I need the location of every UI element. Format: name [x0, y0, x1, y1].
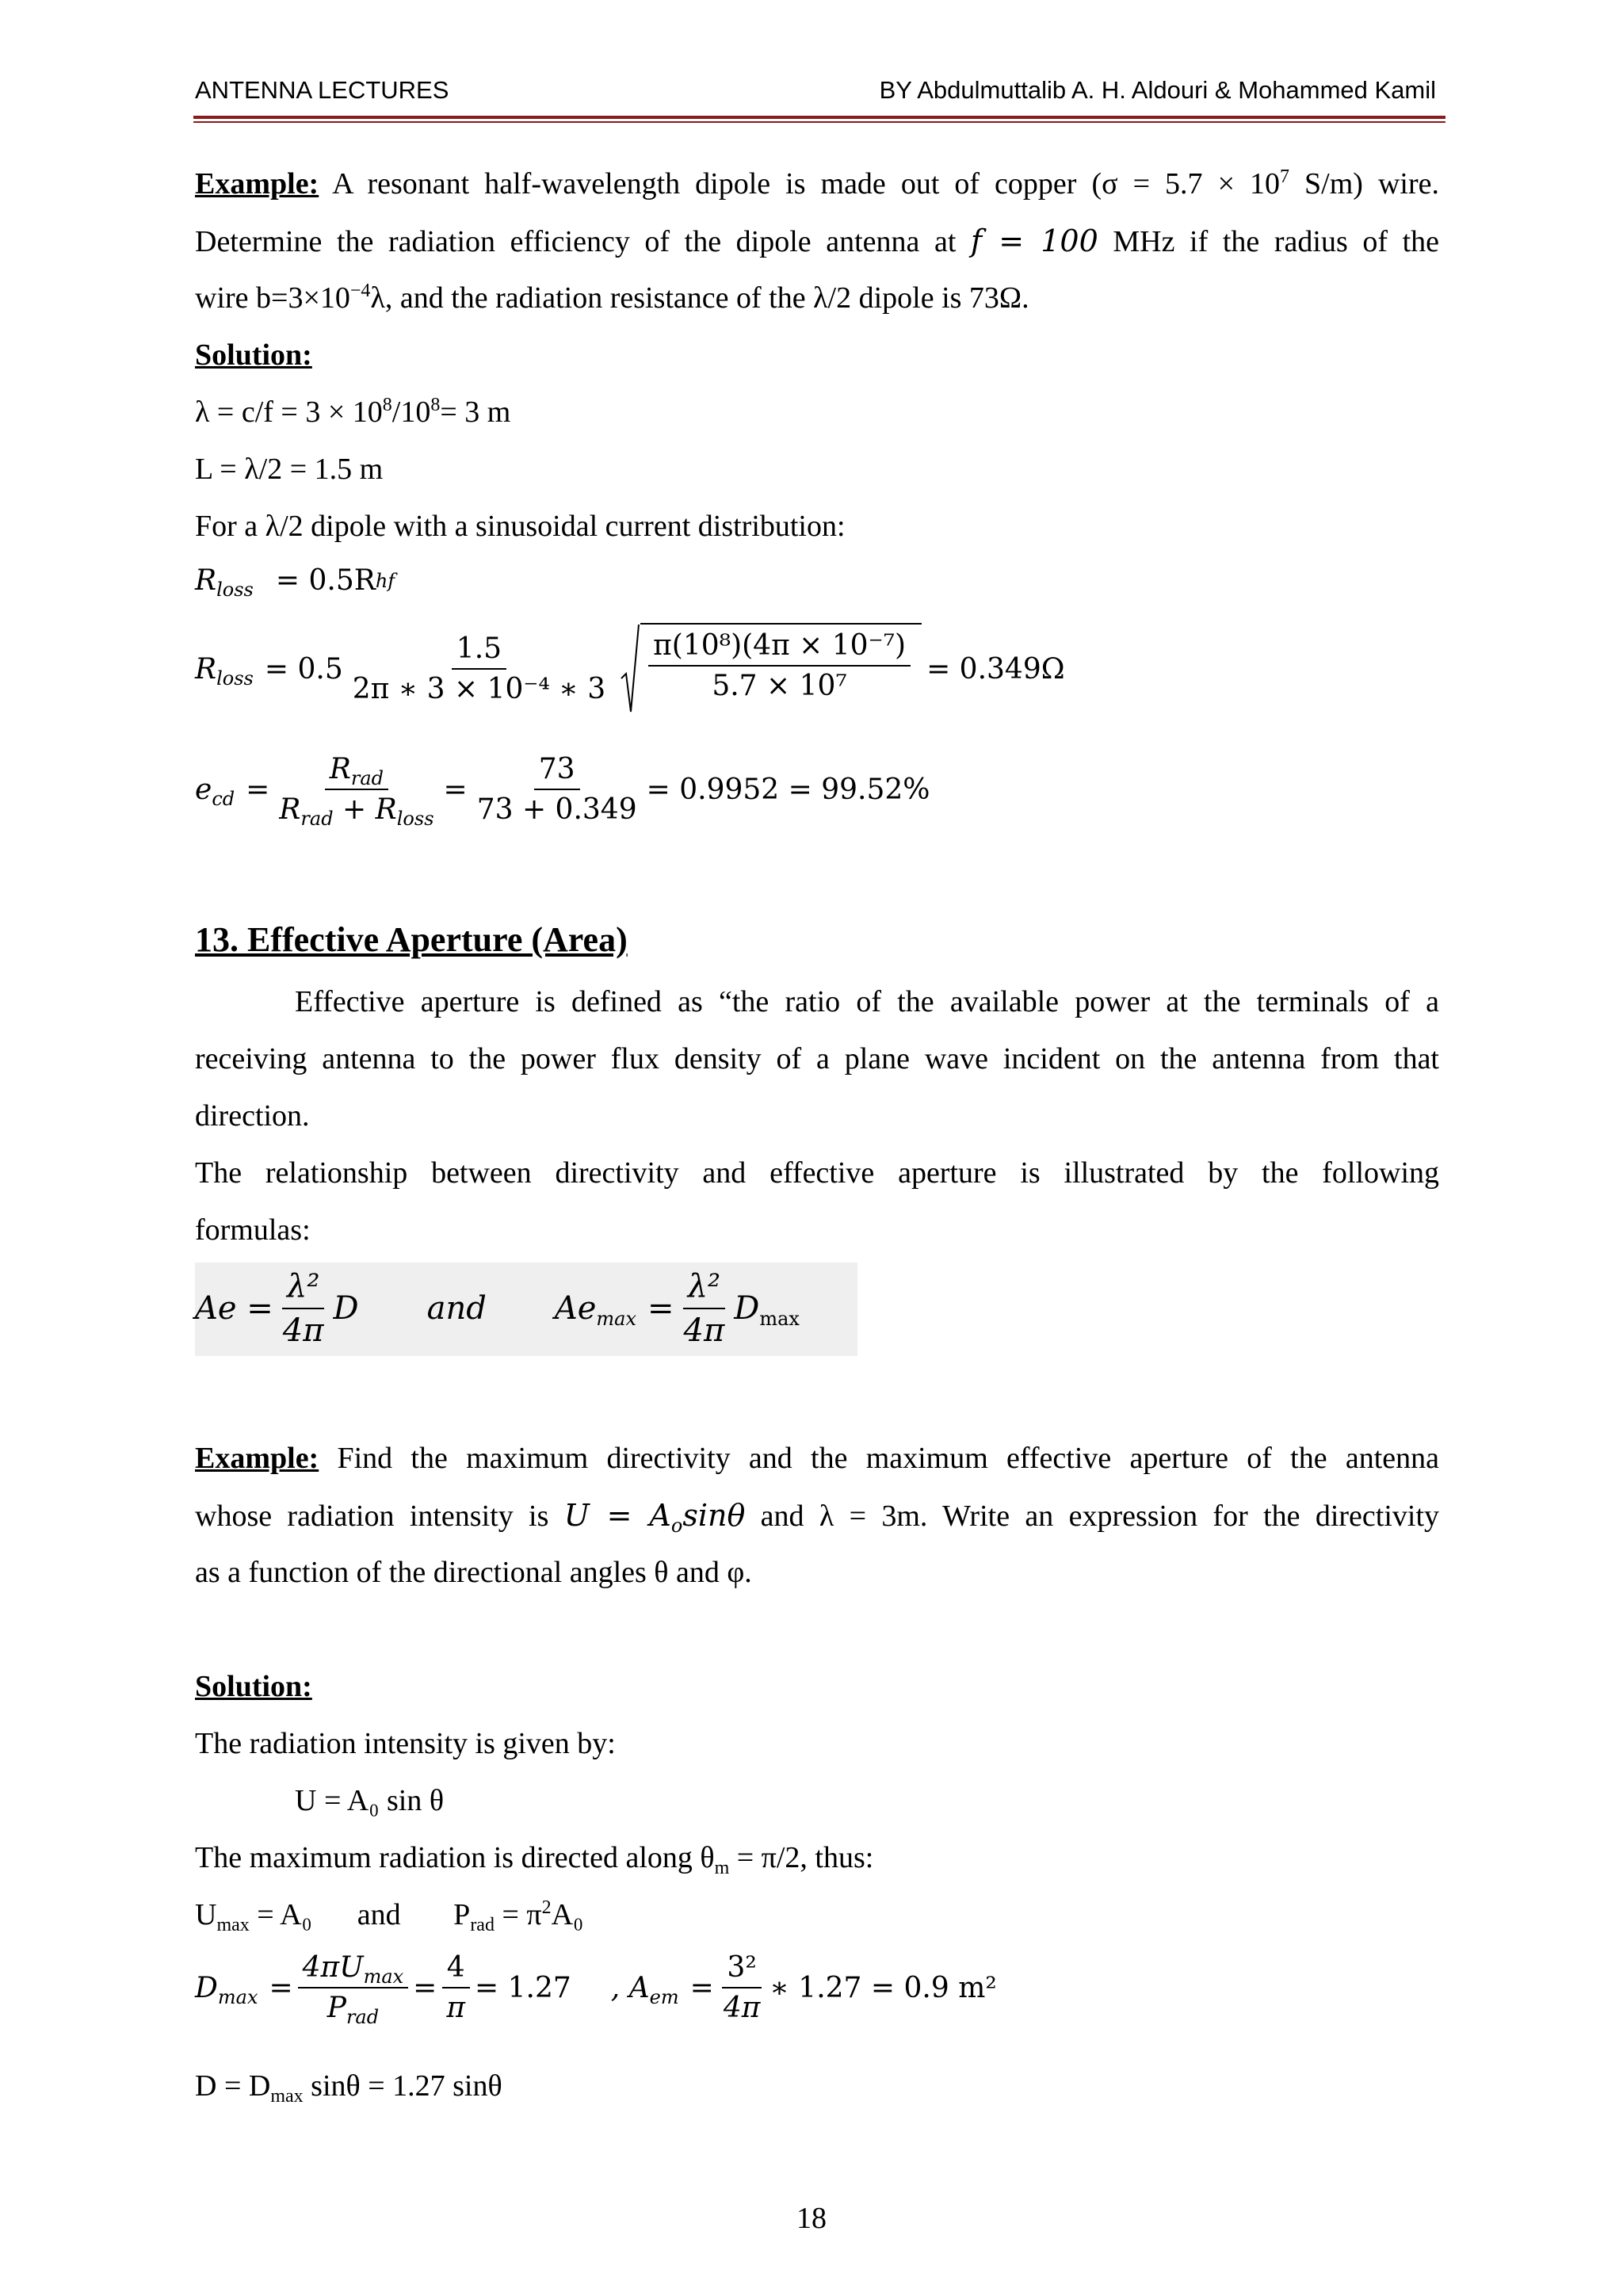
rloss-coef: = 0.5 — [264, 652, 343, 686]
formula-ae: Ae = — [195, 1290, 273, 1327]
dmax-num: 4πU — [302, 1951, 364, 1984]
solution2-line2: U = A₀ sin θ — [295, 1784, 445, 1817]
sol2-l3a: The maximum radiation is directed along θ — [195, 1841, 715, 1874]
equation-rloss-def: $R_{loss}$ = 0.5R hf — [195, 564, 395, 601]
header-rule-thick — [193, 116, 1445, 119]
formula-dmax-sub: max — [759, 1308, 800, 1330]
example2-label: Example: — [195, 1442, 319, 1475]
example1-label: Example: — [195, 167, 319, 201]
section13-p2-line2: formulas: — [195, 1213, 311, 1247]
solution2-label: Solution: — [195, 1670, 312, 1703]
sol2-l4d: A₀ — [551, 1898, 584, 1931]
lambda-sup1: 8 — [382, 395, 392, 415]
header-authors: BY Abdulmuttalib A. H. Aldouri & Mohammed Kamil — [879, 76, 1436, 104]
rloss-sqrt — [620, 623, 922, 715]
lambda-text-c: = 3 m — [440, 395, 511, 429]
formula-frac1-den: 4π — [282, 1312, 324, 1349]
example2-text2b: and λ = 3m. Write an expression for the directivity — [745, 1499, 1440, 1533]
formula-frac2-num: λ² — [683, 1268, 725, 1309]
aem-num: 3² — [722, 1951, 761, 1988]
example1-freq-math: f = 100 — [971, 223, 1098, 258]
formula-frac2-den: 4π — [683, 1312, 725, 1349]
header-rule-thin — [193, 121, 1445, 123]
example1-sup3: −4 — [349, 281, 371, 301]
sqrt-num: π(10⁸)(4π × 10⁻⁷) — [648, 629, 911, 667]
aem-den: 4π — [723, 1992, 761, 2024]
header-title: ANTENNA LECTURES — [195, 76, 449, 104]
sol2-l6a: D = D — [195, 2069, 271, 2103]
solution1-length: L = λ/2 = 1.5 m — [195, 453, 384, 486]
four-over-pi — [441, 1951, 470, 2024]
solution2-line1: The radiation intensity is given by: — [195, 1727, 616, 1760]
example2-line3: as a function of the directional angles θ and φ. — [195, 1556, 752, 1589]
equation-rloss: $R_{loss}$ = 0.5 $\frac{1.5}{\text{2π ∗ 3 × 10⁻⁴ ∗ 3}}$ $\frac{\text{π(10⁸)(4π × 10⁻⁷)}}{\text{5.7 × 10⁷}}$ = 0.349Ω — [195, 623, 1065, 715]
dmax-result: = 1.27 — [475, 1971, 571, 2004]
four-num: 4 — [442, 1951, 470, 1988]
section13-p1-line1: Effective aperture is defined as “the ratio of the available power at the terminals of a — [295, 985, 1439, 1018]
lambda-text-b: /10 — [391, 395, 431, 429]
sol2-l4b: = A₀ and P — [249, 1898, 471, 1931]
formula-frac1 — [278, 1268, 329, 1349]
solution1-lambda — [195, 393, 1439, 431]
example1-text2a: Determine the radiation efficiency of the dipole antenna at — [195, 225, 971, 258]
section-heading: 13. Effective Aperture (Area) — [195, 920, 628, 959]
ecd-result: = 0.9952 = 99.52% — [646, 773, 930, 806]
example1-line2 — [195, 222, 1439, 261]
sol2-l4c: = π — [494, 1898, 542, 1931]
formula-aperture: Ae = $\frac{\text{λ²}}{4\pi}$ D and $Ae_{max}$ = $\frac{\text{λ²}}{4\pi}$ $D_{max}$ — [195, 1268, 800, 1349]
example2-intensity-math: $U = A_o\sin\theta$ — [563, 1498, 746, 1537]
section13-p2-line1: The relationship between directivity and effective aperture is illustrated by the following — [195, 1156, 1439, 1190]
formula-aemax-sub: max — [596, 1308, 637, 1330]
aem-result: ∗ 1.27 = 0.9 m² — [769, 1971, 997, 2004]
sol2-l6-sub: max — [270, 2086, 304, 2107]
example2-text1: Find the maximum directivity and the maximum effective aperture of the antenna — [319, 1442, 1439, 1475]
solution1-label: Solution: — [195, 338, 312, 372]
ecd-frac2-den: 73 + 0.349 — [476, 793, 637, 826]
example1-text3b: λ, and the radiation resistance of the λ/2 dipole is 73Ω. — [370, 281, 1029, 315]
sqrt-den: 5.7 × 10⁷ — [712, 670, 847, 702]
example1-text3a: wire b=3×10 — [195, 281, 350, 315]
rloss-def-text: = 0.5R — [275, 564, 376, 597]
dmax-fraction: $\frac{4\pi U_{max}}{P_{rad}}$ — [298, 1951, 409, 2024]
rloss-result: = 0.349Ω — [926, 652, 1065, 686]
page-number: 18 — [796, 2202, 827, 2235]
example1-line1 — [195, 165, 1439, 203]
sol2-l4-sup: 2 — [541, 1897, 552, 1918]
sol2-l3-sub: m — [714, 1858, 730, 1878]
equation-ecd: $e_{cd}$ = $\frac{R_{rad}}{R_{rad} + R_{loss}}$ = $\frac{73}{73 + 0.349}$ = 0.9952 = 99.52% — [195, 753, 930, 830]
lambda-text-a: λ = c/f = 3 × 10 — [195, 395, 383, 429]
example1-text1-end: S/m) wire. — [1289, 167, 1439, 201]
example1-text2b: MHz if the radius of the — [1098, 225, 1439, 258]
aem-fraction — [719, 1951, 766, 2024]
section13-p1-line3: direction. — [195, 1099, 310, 1133]
formula-frac1-num: λ² — [282, 1268, 324, 1309]
solution1-intro: For a λ/2 dipole with a sinusoidal current distribution: — [195, 510, 846, 543]
example1-text1: A resonant half-wavelength dipole is made out of copper (σ = 5.7 × 10 — [319, 167, 1281, 201]
section13-p1-line2: receiving antenna to the power flux density of a plane wave incident on the antenna from that — [195, 1042, 1439, 1075]
solution2-line4 — [195, 1896, 1439, 1934]
example1-sup1: 7 — [1280, 166, 1290, 187]
ecd-frac2-num: 73 — [534, 753, 580, 790]
solution2-line6 — [195, 2067, 1439, 2105]
solution2-line3 — [195, 1839, 1439, 1877]
formula-and: and — [426, 1290, 487, 1327]
pi-den: π — [446, 1992, 466, 2024]
equation-dmax: $D_{max}$ = $\frac{4\pi U_{max}}{P_{rad}}$ = $\frac{4}{\pi}$ = 1.27 , $A_{em}$ = $\frac{\text{3²}}{4\pi}$ ∗ 1.27 = 0.9 m² — [195, 1951, 997, 2028]
example1-line3 — [195, 279, 1439, 317]
sol2-l4-sub2: rad — [470, 1915, 495, 1935]
example2-line2 — [195, 1496, 1439, 1535]
formula-d: D — [333, 1290, 359, 1327]
sol2-l4a: U — [195, 1898, 217, 1931]
ecd-fraction2 — [472, 753, 642, 826]
sol2-l6b: sinθ = 1.27 sinθ — [303, 2069, 502, 2103]
ecd-fraction1: $\frac{R_{rad}}{R_{rad} + R_{loss}}$ — [279, 753, 434, 830]
rloss-fraction — [348, 632, 610, 705]
rloss-frac-den: 2π ∗ 3 × 10⁻⁴ ∗ 3 — [352, 673, 606, 705]
rloss-frac-num: 1.5 — [452, 632, 506, 670]
sol2-l3b: = π/2, thus: — [729, 1841, 874, 1874]
formula-frac2 — [679, 1268, 730, 1349]
lambda-sup2: 8 — [430, 395, 441, 415]
example2-text2a: whose radiation intensity is — [195, 1499, 564, 1533]
example2-line1 — [195, 1439, 1439, 1477]
dmax-den: P — [327, 1992, 346, 2024]
sol2-l4-sub: max — [216, 1915, 250, 1935]
